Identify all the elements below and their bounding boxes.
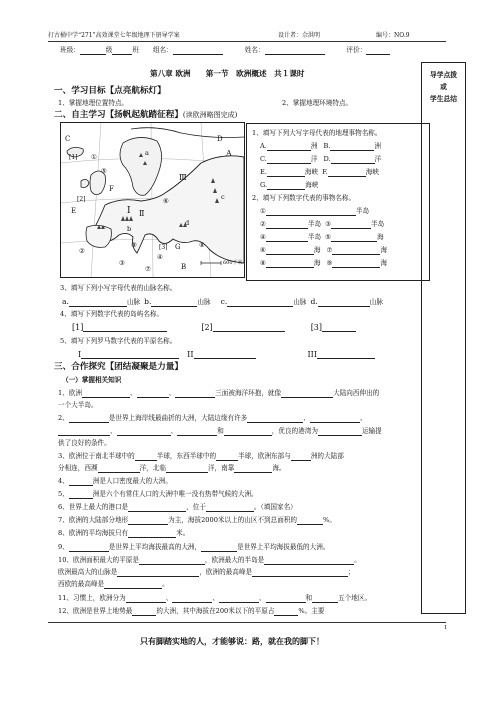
q1-a-blank[interactable]: [267, 142, 311, 151]
q2-n6-suffix: 海: [313, 246, 321, 254]
k11-b: 、: [165, 594, 173, 602]
q5-text: 5、填写下列罗马数字代表的平原名称。: [60, 337, 177, 345]
q2-n2-label: ②: [260, 220, 266, 228]
q3-a-suffix: 山脉: [126, 298, 141, 306]
k11-blank-5[interactable]: [312, 594, 338, 603]
map-label-f: F: [109, 185, 114, 193]
q4-i3-blank[interactable]: [322, 323, 356, 332]
k4-a: 4、: [58, 477, 69, 485]
k8-blank[interactable]: [128, 529, 176, 538]
map-label-plain-1: Ⅰ: [127, 206, 131, 216]
q5-p2-label: II: [187, 350, 194, 359]
q2-n1-label: ①: [260, 207, 266, 215]
k2-blank-5[interactable]: [117, 427, 171, 436]
q2-n8-suffix: 海: [313, 259, 321, 267]
q2-row-89: [260, 259, 387, 268]
map-label-n8: ⑧: [199, 241, 205, 249]
q1-c-suffix: 洋: [310, 155, 318, 163]
q2-n5-blank[interactable]: [331, 233, 377, 242]
k5-a: 5、: [58, 490, 69, 498]
q1-b-label: B.: [323, 142, 331, 150]
q5-p3-label: III: [307, 350, 317, 359]
k10-cont: [58, 568, 355, 577]
section-3-heading: 三、合作探究【团结凝聚是力量】: [54, 362, 183, 372]
map-label-n3: ③: [119, 259, 125, 267]
q3-row: [62, 297, 383, 307]
q4-i2-blank[interactable]: [213, 323, 285, 332]
q2-n3-label: ③: [325, 220, 332, 228]
q1-g-blank[interactable]: [267, 181, 305, 190]
k11-blank-2[interactable]: [172, 594, 212, 603]
section-1-heading: 一、学习目标【点亮航标灯】: [54, 86, 166, 96]
q1-e-suffix: 海峡: [304, 168, 319, 176]
map-label-plain-2: Ⅱ: [139, 209, 145, 218]
q2-n5-label: ⑤: [325, 233, 332, 241]
q2-n4-blank[interactable]: [266, 233, 308, 242]
map-label-mtn-b: b: [127, 225, 132, 233]
map-label-island-2: [2]: [77, 196, 86, 203]
k1-d: 三面被海洋环抱，就像: [215, 389, 282, 397]
q1-text: 1、填写下列大写字母代表的地理事物名称。: [252, 129, 382, 137]
q2-n3-suffix: 半岛: [371, 220, 385, 228]
q2-n7-label: ⑦: [326, 246, 333, 254]
q1-d-blank[interactable]: [331, 155, 375, 164]
map-label-n2: ②: [79, 247, 85, 255]
q4-i1-label: [1]: [72, 323, 84, 332]
map-label-n4: ④: [157, 253, 163, 261]
k2-d: 、: [359, 414, 367, 422]
k3-h: 海。: [272, 464, 286, 472]
k6-a: 6、世界上最大的港口是: [58, 503, 129, 511]
europe-map-svg: [61, 123, 244, 277]
map-label-mtn-c: c: [221, 193, 225, 201]
k2-cont2: 供了良好的条件。: [58, 439, 111, 447]
k10-d: 欧洲最高大的山脉是: [58, 568, 118, 576]
class-blank[interactable]: [112, 46, 132, 55]
k12-line: [58, 607, 324, 616]
k12-blank-2[interactable]: [274, 607, 298, 616]
k10-f: ；: [348, 568, 355, 576]
q2-row-1: [260, 207, 369, 216]
grade-blank[interactable]: [80, 46, 106, 55]
k3-blank-1[interactable]: [135, 452, 157, 461]
map-label-n5: ⑤: [101, 167, 107, 175]
eval-label: 评价：: [346, 46, 367, 54]
q1-g-label: G.: [260, 181, 268, 189]
k2-e: 、: [110, 427, 117, 435]
k9-blank-2[interactable]: [201, 543, 237, 552]
group-blank[interactable]: [173, 46, 223, 55]
eval-blank[interactable]: [366, 46, 390, 55]
q2-n5-suffix: 海: [377, 233, 384, 241]
k7-c: %。: [323, 516, 336, 524]
q1-b-suffix: 洲: [374, 142, 381, 150]
k7-a: 7、欧洲的大陆部分地形: [58, 516, 129, 524]
k1-blank-2[interactable]: [137, 389, 169, 398]
q3-a-blank[interactable]: [69, 298, 127, 307]
q1-f-label: F.: [322, 168, 328, 176]
map-label-n6: ⑥: [163, 197, 169, 205]
map-label-n1: ①: [91, 153, 97, 161]
k10-blank-4[interactable]: [252, 568, 348, 577]
k3-cont: [58, 464, 286, 473]
q2-n1-suffix: 半岛: [355, 207, 370, 215]
section-2-hint: (读欧洲略图完成): [182, 111, 238, 119]
k7-blank-2[interactable]: [297, 516, 323, 525]
q2-n9-suffix: 海: [380, 259, 388, 267]
k3-blank-5[interactable]: [166, 464, 208, 473]
k3-g: 洋，南靠: [207, 464, 235, 472]
k7-blank-1[interactable]: [128, 516, 168, 525]
q3-c-blank[interactable]: [227, 298, 293, 307]
map-label-island-3: [3]: [159, 244, 168, 251]
k11-c: 、: [212, 594, 219, 602]
map-label-g: G: [175, 243, 181, 251]
k4-blank[interactable]: [69, 477, 93, 486]
k11-d: 、: [258, 594, 266, 602]
k2-a: 2、: [58, 414, 69, 422]
q2-n2-blank[interactable]: [266, 220, 308, 229]
k9-blank-1[interactable]: [69, 543, 109, 552]
k9-b: 是世界上平均海拔最高的大洲，: [108, 543, 202, 551]
map-label-n9: ⑨: [131, 241, 137, 249]
k3-line: [58, 452, 344, 461]
k3-blank-3[interactable]: [291, 452, 311, 461]
q2-n6-label: ⑥: [260, 246, 266, 254]
q3-c-label: c.: [220, 297, 228, 306]
map-label-c: C: [65, 135, 71, 143]
k2-blank-4[interactable]: [58, 427, 110, 436]
k2-blank-7[interactable]: [224, 427, 272, 436]
page-number: 1: [444, 625, 448, 631]
q1-a-suffix: 洲: [310, 142, 318, 150]
q3-c-suffix: 山脉: [293, 298, 307, 306]
k10-e: ，欧洲的最高峰是: [199, 568, 253, 576]
k11-blank-4[interactable]: [266, 594, 306, 603]
q1-d-suffix: 洋: [374, 155, 382, 163]
k3-blank-6[interactable]: [234, 464, 272, 473]
grade-label: 级: [105, 46, 113, 54]
k1-blank-1[interactable]: [82, 389, 130, 398]
map-label-mtn-a: a: [145, 149, 149, 157]
k11-blank-1[interactable]: [126, 594, 166, 603]
q2-n8-label: ⑧: [260, 259, 266, 267]
q3-a-label: a.: [62, 297, 69, 306]
q3-d-label: d.: [310, 297, 318, 306]
q2-row-45: [260, 233, 384, 242]
k2-blank-1[interactable]: [69, 414, 109, 423]
k5-b: 洲是六个有常住人口的大洲中唯一没有热带气候的大洲。: [92, 490, 258, 498]
k2-f: 、: [170, 427, 178, 435]
q4-text: 4、填写下列数字代表的岛屿名称。: [60, 310, 164, 318]
k1-blank-3[interactable]: [175, 389, 215, 398]
k1-line: [58, 389, 379, 398]
q3-d-blank[interactable]: [318, 298, 370, 307]
q3-b-blank[interactable]: [151, 298, 197, 307]
k11-line: [58, 594, 371, 603]
q2-row-67: [260, 246, 387, 255]
q1-b-blank[interactable]: [330, 142, 374, 151]
name-label: 姓名：: [244, 46, 265, 54]
k2-g: 和: [217, 427, 224, 435]
k3-b: 半球，东西半球中的: [156, 452, 217, 460]
k12-blank-1[interactable]: [132, 607, 156, 616]
map-label-n7: ⑦: [145, 265, 151, 273]
k6-c: 。（填国家名）: [253, 503, 297, 511]
k1-cont: 一个大半岛。: [58, 401, 98, 409]
q1-a-label: A.: [260, 142, 267, 150]
q1-c-label: C.: [260, 155, 267, 163]
k7-b: 为主，海拔2000米以上的山区不到总面积的: [168, 516, 298, 524]
lesson-title: 第八章 欧洲 第一节 欧洲概述 共１课时: [150, 69, 305, 78]
page-header: [48, 32, 446, 42]
q5-p2-blank[interactable]: [194, 350, 256, 359]
k2-b: 是世界上海岸线最曲折的大洲，大陆边缘有许多: [108, 414, 248, 422]
q1-e-blank[interactable]: [267, 168, 305, 177]
q4-i2-label: [2]: [201, 323, 213, 332]
k1-e: 大陆向西伸出的: [333, 389, 380, 397]
doc-number: 编号：NO.9: [376, 32, 410, 39]
k12-a: 12、欧洲是世界上地势最: [58, 607, 133, 615]
k2-c: 、: [303, 414, 310, 422]
map-label-a: A: [226, 149, 232, 158]
k2-blank-3[interactable]: [310, 414, 360, 423]
student-info-row: [60, 46, 390, 55]
q4-i1-blank[interactable]: [83, 323, 167, 332]
section-2-heading: [54, 110, 237, 121]
k2-blank-8[interactable]: [318, 427, 362, 436]
q1-row-ab: [260, 142, 381, 151]
q2-text: 2、填写下列数字代表的事物名称。: [252, 194, 356, 202]
motto: 只有脚踏实地的人，才能够说：路，就在我的脚下！: [140, 637, 324, 646]
k12-c: %。主要: [298, 607, 325, 615]
k1-blank-4[interactable]: [281, 389, 333, 398]
k3-blank-2[interactable]: [216, 452, 238, 461]
map-label-plain-3: Ⅲ: [179, 173, 187, 182]
k5-line: [58, 490, 258, 499]
k2-i: 运输提: [361, 427, 382, 435]
q1-f-suffix: 海峡: [365, 168, 379, 176]
k8-a: 8、欧洲的平均海拔只有: [58, 529, 129, 537]
map-label-island-1: [1]: [69, 154, 78, 161]
q2-n7-blank[interactable]: [332, 246, 380, 255]
k10-blank-5[interactable]: [104, 580, 162, 589]
q1-row-ef: [260, 168, 379, 177]
k8-line: [58, 529, 189, 538]
q1-e-label: E.: [260, 168, 267, 176]
class-label: 班级：: [60, 46, 80, 54]
k10-c: 。: [354, 556, 361, 564]
map-label-mtn-d: d: [185, 219, 190, 227]
q3-b-suffix: 山脉: [197, 298, 211, 306]
q3-d-suffix: 山脉: [369, 298, 383, 306]
k3-e: 分相连，西濒: [58, 464, 98, 472]
k5-blank[interactable]: [69, 490, 93, 499]
q1-row-cd: [260, 155, 381, 164]
q2-n4-label: ④: [260, 233, 266, 241]
k10-a: 10、欧洲面积最大的平原是: [58, 556, 139, 564]
k10-g: 西欧的最高峰是: [58, 580, 105, 588]
school-course-title: 打古桶中学“271”高效课堂七年级地理下册导学案: [48, 32, 180, 39]
k4-line: [58, 477, 172, 486]
sidebar-line3: 学生总结: [429, 95, 458, 103]
k2-h: ，优良的港湾为: [271, 427, 318, 435]
k1-c: 、: [168, 389, 176, 397]
q2-n2-suffix: 半岛: [307, 220, 322, 228]
map-scale: 600千米: [223, 260, 243, 266]
q2-n4-suffix: 半岛: [307, 233, 322, 241]
q4-row: [72, 323, 356, 332]
q1-f-blank[interactable]: [328, 168, 366, 177]
q2-n1-blank[interactable]: [266, 207, 356, 216]
k10-cont2: [58, 580, 169, 589]
footer-rule: [48, 622, 446, 623]
name-blank[interactable]: [265, 46, 325, 55]
k8-b: 米。: [176, 529, 190, 537]
q2-n9-blank[interactable]: [332, 259, 380, 268]
k11-a: 11、习惯上，欧洲分为: [58, 594, 126, 602]
q5-p3-blank[interactable]: [317, 350, 375, 359]
ban-label: 班: [132, 46, 139, 54]
q2-n6-blank[interactable]: [266, 246, 314, 255]
q3-text: 3、填写下列小写字母代表的山脉名称。: [60, 284, 177, 292]
sidebar-line1: 导学点拨: [429, 71, 458, 79]
k10-blank-1[interactable]: [139, 556, 205, 565]
goal-1: 1、掌握地理位置特点。: [58, 99, 129, 107]
q2-n3-blank[interactable]: [331, 220, 371, 229]
k11-blank-3[interactable]: [219, 594, 259, 603]
k10-line: [58, 556, 361, 565]
k3-a: 3、欧洲位于南北半球中的: [58, 452, 135, 460]
k6-blank-1[interactable]: [128, 503, 186, 512]
q5-row: [78, 350, 375, 359]
q2-row-23: [260, 220, 384, 229]
k2-cont: [58, 427, 382, 436]
q3-b-label: b.: [144, 297, 152, 306]
k12-b: 的大洲，其中海拔在200米以下的平原占: [156, 607, 275, 615]
k9-line: [58, 543, 329, 552]
k6-b: ，位于: [186, 503, 206, 511]
q2-n8-blank[interactable]: [266, 259, 314, 268]
k3-d: 洲的大陆部: [310, 452, 344, 460]
q1-c-blank[interactable]: [267, 155, 311, 164]
k4-b: 洲是人口密度最大的大洲。: [92, 477, 172, 485]
designer: 设计者：佘洪明: [278, 32, 321, 39]
europe-map: [60, 122, 245, 278]
section-3-sub: （一）掌握相关知识: [62, 376, 122, 384]
k2-line: [58, 414, 366, 423]
k11-e: 和: [305, 594, 313, 602]
map-label-d: D: [217, 135, 223, 143]
q1-row-g: [260, 181, 318, 190]
k10-h: 。: [162, 580, 169, 588]
k9-c: 是世界上平均海拔最低的大洲。: [237, 543, 330, 551]
k10-blank-3[interactable]: [117, 568, 199, 577]
k3-blank-4[interactable]: [98, 464, 140, 473]
k1-a: 1、欧洲: [58, 389, 82, 397]
k11-f: 五个地区。: [338, 594, 372, 602]
q5-p1-label: I: [78, 350, 82, 359]
k7-line: [58, 516, 336, 525]
q2-n7-suffix: 海: [380, 246, 388, 254]
q2-n9-label: ⑨: [326, 259, 333, 267]
k10-b: ，欧洲最大的半岛是: [204, 556, 265, 564]
k6-line: [58, 503, 297, 512]
q1-g-suffix: 海峡: [305, 181, 319, 189]
k2-blank-2[interactable]: [247, 414, 303, 423]
k6-blank-2[interactable]: [206, 503, 254, 512]
q4-i3-label: [3]: [310, 323, 323, 332]
k3-c: 半球，欧洲东部与: [238, 452, 291, 460]
section-2-title: 二、自主学习【扬帆起航踏征程】: [54, 110, 183, 120]
q5-p1-blank[interactable]: [81, 350, 179, 359]
q1-d-label: D.: [323, 155, 331, 163]
k9-a: 9、: [58, 543, 69, 551]
map-label-e: E: [71, 207, 77, 215]
k3-f: 洋，北临: [139, 464, 166, 472]
goal-2: 2、掌握地理环境特点。: [282, 99, 353, 107]
group-label: 组名：: [152, 46, 173, 54]
map-label-b: B: [181, 263, 187, 271]
k1-b: 、: [129, 389, 137, 397]
sidebar-line2: 或: [440, 83, 447, 91]
k10-blank-2[interactable]: [264, 556, 354, 565]
k2-blank-6[interactable]: [177, 427, 217, 436]
